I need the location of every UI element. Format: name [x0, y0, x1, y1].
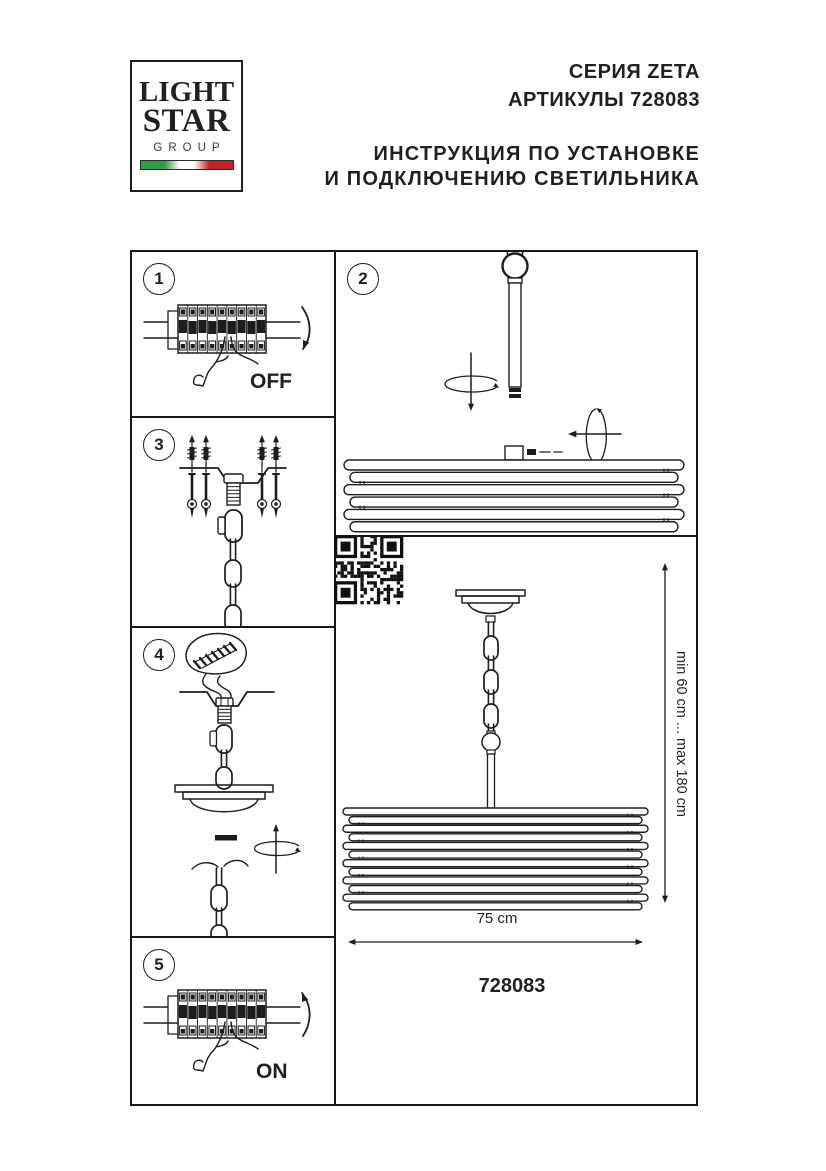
step-4-panel [130, 626, 336, 938]
instruction-title-line2: И ПОДКЛЮЧЕНИЮ СВЕТИЛЬНИКА [324, 168, 700, 190]
step-4-number-badge: 4 [143, 639, 175, 671]
chain-adjustment-drawing [130, 626, 336, 938]
logo-word-star: STAR [142, 103, 231, 139]
step-2-panel [334, 250, 698, 537]
step-3-panel [130, 416, 336, 628]
pendant-dimensions-drawing [334, 535, 698, 1106]
instruction-title-line1: ИНСТРУКЦИЯ ПО УСТАНОВКЕ [373, 143, 700, 165]
step-1-number-badge: 1 [143, 263, 175, 295]
header-text-block [324, 58, 700, 192]
italy-flag-bar [140, 160, 234, 170]
dimensions-panel [334, 535, 698, 1106]
step-5-panel [130, 936, 336, 1106]
off-label: OFF [250, 370, 292, 393]
width-dimension-label: 75 cm [476, 910, 518, 927]
header-spacer [324, 114, 700, 142]
lightstar-logo [130, 60, 243, 192]
logo-word-light: LIGHT [138, 76, 235, 108]
articles-title: АРТИКУЛЫ 728083 [508, 89, 700, 111]
on-label: ON [256, 1060, 288, 1083]
step-3-number-badge: 3 [143, 429, 175, 461]
step-1-panel [130, 250, 336, 418]
logo-word-group: GROUP [153, 142, 226, 154]
step-2-number-badge: 2 [347, 263, 379, 295]
qr-code [334, 535, 404, 605]
hanging-rod-drawing [334, 250, 698, 537]
step-5-number-badge: 5 [143, 949, 175, 981]
height-dimension-label: min 60 cm ... max 180 cm [673, 651, 689, 817]
article-number: 728083 [478, 975, 546, 997]
series-title: СЕРИЯ ZETA [568, 61, 700, 83]
